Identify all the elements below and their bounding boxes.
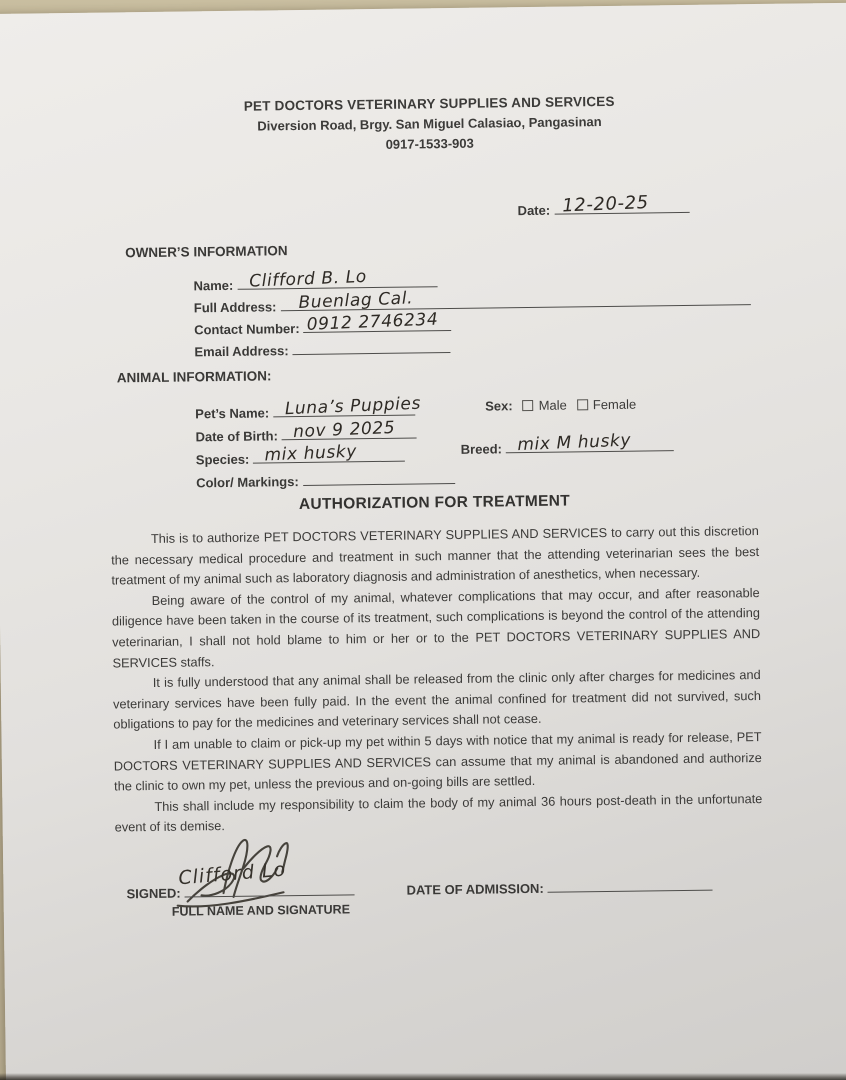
breed-handwritten-value: mix M husky xyxy=(517,430,632,456)
owner-address-line xyxy=(280,288,750,314)
date-field xyxy=(517,192,689,219)
owner-email-label: Email Address: xyxy=(194,343,289,360)
pet-name-label: Pet’s Name: xyxy=(195,405,270,422)
breed-field xyxy=(460,430,674,457)
birth-date-field xyxy=(195,417,417,445)
photo-edge-shadow xyxy=(0,1073,846,1080)
authorization-body xyxy=(111,521,763,838)
breed-line xyxy=(506,430,674,456)
owner-address-label: Full Address: xyxy=(193,299,277,316)
date-label: Date: xyxy=(517,202,551,219)
female-checkbox-icon xyxy=(577,399,588,410)
sex-field xyxy=(485,397,636,414)
owner-contact-line xyxy=(303,309,451,335)
sex-label: Sex: xyxy=(485,398,513,414)
signed-field xyxy=(126,879,354,901)
paper-sheet xyxy=(0,3,846,1080)
birth-date-label: Date of Birth: xyxy=(195,428,278,445)
breed-label: Breed: xyxy=(460,441,503,457)
pet-name-line xyxy=(273,393,422,420)
authorization-paragraph-4: If I am unable to claim or pick-up my pet within 5 days with notice that my animal is ready for release, PET DOCTORS VETERINARY SUPPLIES AND SERVICES can assume that my animal is abandoned and authorize the clinic to own my pet, unless the previous and on-going bills are settled. xyxy=(113,728,762,794)
color-markings-field xyxy=(196,468,455,490)
species-label: Species: xyxy=(195,451,250,468)
authorization-paragraph-3: It is fully understood that any animal shall be released from the clinic only after charges for medicines and veterinary services have been fully paid. In the event the animal confined for treatment did not survived, such obligations to pay for the medicines and veterinary services shall not cease. xyxy=(112,667,762,732)
animal-section-title: ANIMAL INFORMATION: xyxy=(116,368,272,386)
owner-contact-label: Contact Number: xyxy=(194,321,300,338)
sex-female-option-label: Female xyxy=(592,396,637,413)
color-markings-label: Color/ Markings: xyxy=(196,474,299,491)
authorization-title: AUTHORIZATION FOR TREATMENT xyxy=(298,492,571,514)
authorization-paragraph-2: Being aware of the control of my animal, whatever complications that may occur, and after reasonable diligence have been taken in the course of its treatment, such complications is beyond the control of the attending veterinarian, I shall not hold blame to him or her or to the PET DOCTORS VETERINARY SUPPLIES AND SERVICES staffs. xyxy=(111,584,761,671)
color-markings-line xyxy=(303,468,455,486)
clinic-name: PET DOCTORS VETERINARY SUPPLIES AND SERVICES xyxy=(243,93,615,114)
owner-contact-field xyxy=(194,309,452,338)
owner-email-field xyxy=(194,337,450,359)
species-handwritten-value: mix husky xyxy=(264,441,358,466)
date-line xyxy=(554,192,689,217)
owner-name-handwritten-value: Clifford B. Lo xyxy=(248,266,367,292)
owner-section-title: OWNER’S INFORMATION xyxy=(125,243,288,261)
owner-name-line xyxy=(237,266,437,292)
birth-date-line xyxy=(282,417,417,443)
admission-date-field xyxy=(406,875,712,898)
signature-handwritten-name: Clifford Lo xyxy=(177,858,287,890)
signed-line xyxy=(185,879,355,897)
clinic-phone: 0917-1533-903 xyxy=(385,135,474,152)
clinic-header xyxy=(0,91,846,157)
clinic-address: Diversion Road, Brgy. San Miguel Calasiao, Pangasinan xyxy=(257,114,602,134)
sex-male-option-label: Male xyxy=(538,397,567,413)
male-checkbox-icon xyxy=(523,400,534,411)
owner-contact-handwritten-value: 0912 2746234 xyxy=(306,309,440,335)
pet-name-handwritten-value: Luna’s Puppies xyxy=(284,393,422,420)
full-name-signature-caption: FULL NAME AND SIGNATURE xyxy=(171,902,351,919)
species-field xyxy=(195,441,406,468)
admission-date-label: DATE OF ADMISSION: xyxy=(406,880,544,898)
authorization-paragraph-1: This is to authorize PET DOCTORS VETERINARY SUPPLIES AND SERVICES to carry out this discretion the necessary medical procedure and treatment in such manner that the attending veterinarian sees the best treatment of my animal such as laboratory diagnosis and administration of anesthetics, when necessary. xyxy=(111,523,760,588)
owner-address-field xyxy=(194,289,751,315)
date-handwritten-value: 12-20-25 xyxy=(561,192,649,217)
owner-address-handwritten-value: Buenlag Cal. xyxy=(297,288,414,314)
species-line xyxy=(253,441,405,466)
birth-date-handwritten-value: nov 9 2025 xyxy=(293,417,397,443)
authorization-paragraph-5: This shall include my responsibility to claim the body of my animal 36 hours post-death in the unfortunate event of its demise. xyxy=(114,790,763,835)
owner-name-label: Name: xyxy=(193,277,234,294)
signed-label: SIGNED: xyxy=(126,885,181,902)
admission-date-line xyxy=(548,875,713,893)
owner-email-line xyxy=(292,337,450,355)
